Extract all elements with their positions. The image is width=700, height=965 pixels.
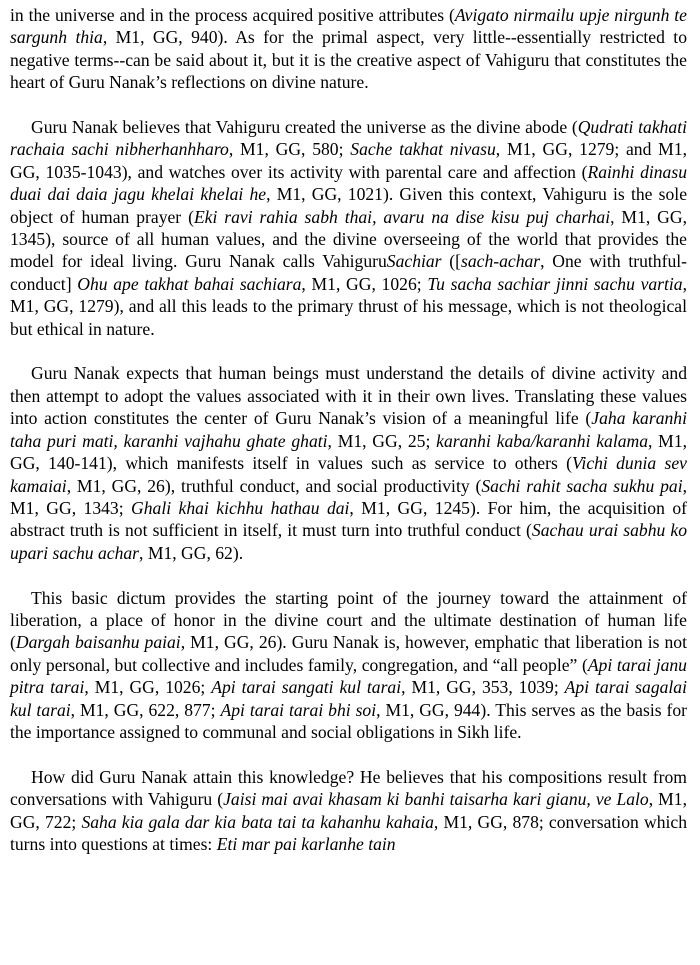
body-text: ([	[441, 251, 461, 272]
italic-citation-text: Sachi rahit sacha sukhu pai	[481, 475, 683, 496]
body-text: , M1, GG, 1279), and all this leads to the primary thrust of his message, which is not theological but ethical in nature.	[10, 273, 688, 339]
body-text: , M1, GG, 1245). For him, the acquisition of abstract truth is not sufficient in itself, it must turn into truthful conduct (	[10, 497, 687, 541]
italic-citation-text: Api tarai tarai bhi soi	[220, 699, 377, 720]
italic-citation-text: Sachau urai sabhu ko upari sachu achar	[10, 520, 687, 563]
italic-citation-text: Ohu ape takhat bahai sachiara	[77, 273, 302, 294]
body-text: , M1, GG, 1026;	[84, 677, 212, 698]
body-text: , M1, GG, 1026;	[301, 273, 428, 294]
body-text: , M1, GG, 940). As for the primal aspect, very little--essentially restricted to negative terms--can be said about it, but it is the creative aspect of Vahiguru that constitutes the heart of Guru Nanak’s reflections on divine nature.	[10, 27, 687, 93]
body-text: How did Guru Nanak attain this knowledge? He believes that his compositions result from conversations with Vahiguru (	[10, 766, 687, 810]
italic-citation-text: Api tarai janu pitra tarai	[10, 654, 687, 698]
body-text: in the universe and in the process acquired positive attributes (	[10, 5, 455, 25]
body-text: , M1, GG, 26). Guru Nanak is, however, emphatic that liberation is not only personal, but collective and includes family, congregation, and “all people” (	[10, 632, 687, 675]
body-paragraph	[10, 362, 687, 564]
body-text: , M1, GG, 1021). Given this context, Vahiguru is the sole object of human prayer (	[10, 184, 687, 227]
body-text: , One with truthful-conduct]	[10, 251, 687, 294]
italic-citation-text: Vichi dunia sev kamaiai	[10, 453, 687, 496]
italic-citation-text: Jaha karanhi taha puri mati, karanhi vajhahu ghate ghati	[10, 408, 687, 451]
italic-citation-text: Api tarai sangati kul tarai	[211, 677, 402, 698]
body-text: , M1, GG, 1345), source of all human values, and the divine overseeing of the world that provides the model for ideal living. Guru Nanak calls Vahiguru	[10, 206, 687, 272]
body-paragraph	[10, 587, 687, 744]
document-page	[10, 4, 687, 878]
italic-citation-text: Dargah baisanhu paiai	[15, 632, 181, 653]
italic-citation-text: Jaisi mai avai khasam ki banhi taisarha kari gianu, ve Lalo	[223, 789, 649, 810]
italic-citation-text: Saha kia gala dar kia bata tai ta kahanhu kahaia	[81, 811, 434, 832]
body-text: This basic dictum provides the starting point of the journey toward the attainment of liberation, a place of honor in the divine court and the ultimate destination of human life (	[10, 587, 687, 653]
body-text: , M1, GG, 878; conversation which turns into questions at times:	[10, 811, 687, 854]
body-text: , M1, GG, 353, 1039;	[401, 677, 565, 698]
body-text: , M1, GG, 25;	[327, 430, 437, 451]
body-text: Guru Nanak expects that human beings must understand the details of divine activity and then attempt to adopt the values associated with it in their own lives. Translating these values into action constitutes the center of Guru Nanak’s vision of a meaningful life (	[10, 363, 687, 429]
body-text: , M1, GG, 722;	[10, 789, 687, 832]
body-text: Guru Nanak believes that Vahiguru created the universe as the divine abode (	[31, 117, 578, 138]
body-paragraph	[10, 766, 687, 856]
italic-citation-text: Ghali khai kichhu hathau dai	[131, 497, 350, 518]
body-text: , M1, GG, 580;	[228, 139, 351, 160]
body-text: , M1, GG, 944). This serves as the basis for the importance assigned to communal and social obligations in Sikh life.	[10, 699, 688, 742]
body-text: , M1, GG, 1343;	[10, 475, 687, 518]
body-paragraph	[10, 4, 687, 94]
italic-citation-text: karanhi kaba/karanhi kalama	[436, 430, 649, 451]
body-text: , M1, GG, 1279; and M1, GG, 1035-1043), and watches over its activity with parental care and affection (	[10, 139, 688, 182]
italic-citation-text: Api tarai sagalai kul tarai	[10, 677, 687, 720]
italic-citation-text: Sache takhat nivasu	[350, 139, 496, 160]
body-text: , M1, GG, 140-141), which manifests itself in values such as service to others (	[10, 430, 688, 474]
body-text: , M1, GG, 622, 877;	[70, 699, 221, 720]
body-text: , M1, GG, 62).	[139, 542, 244, 563]
italic-citation-text: sach-achar	[461, 251, 541, 272]
body-text: , M1, GG, 26), truthful conduct, and social productivity (	[66, 475, 482, 496]
italic-citation-text: Sachiar	[386, 251, 442, 272]
italic-citation-text: Avigato nirmailu upje nirgunh te sargunh thia	[10, 5, 687, 48]
italic-citation-text: Tu sacha sachiar jinni sachu vartia	[427, 273, 683, 294]
italic-citation-text: Eti mar pai karlanhe tain	[216, 833, 396, 854]
italic-citation-text: Rainhi dinasu duai dai daia jagu khelai khelai he	[10, 161, 687, 205]
italic-citation-text: Qudrati takhati rachaia sachi nibherhanhharo	[10, 117, 687, 160]
italic-citation-text: Eki ravi rahia sabh thai, avaru na dise kisu puj charhai	[193, 206, 611, 227]
body-paragraph	[10, 116, 687, 340]
